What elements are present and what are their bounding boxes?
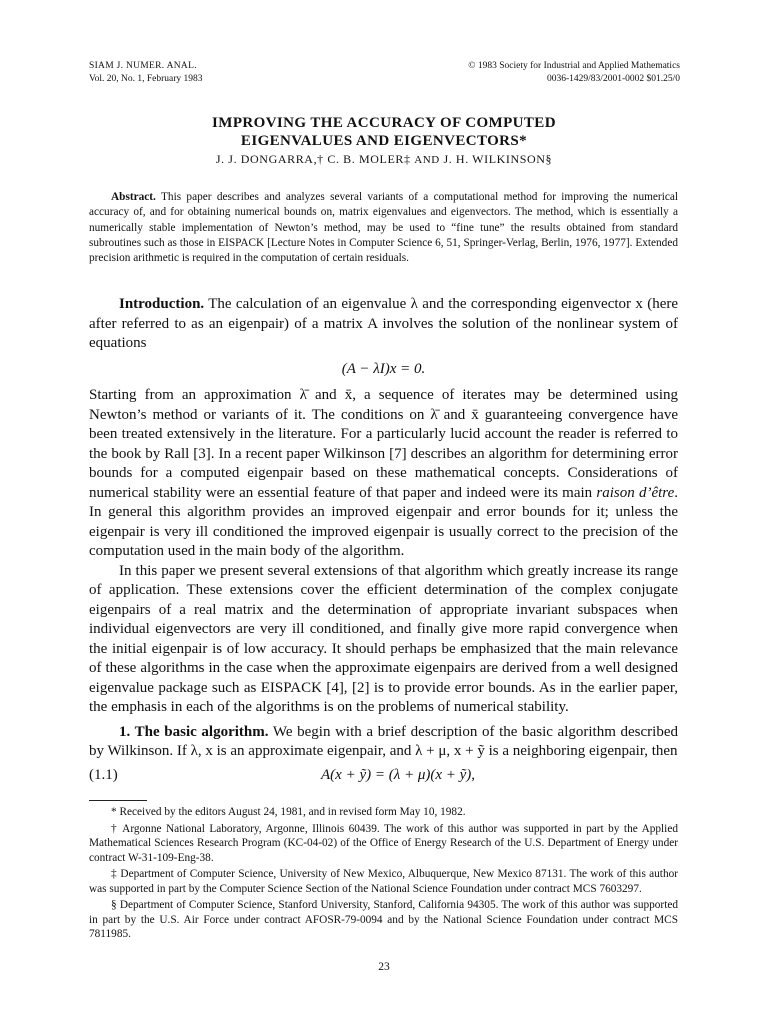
- intro-paragraph-2: [89, 386, 678, 562]
- footnote-moler: ‡ Department of Computer Science, University of New Mexico, Albuquerque, New Mexico 87131. The work of this author was supported in part by the Computer Science Section of the National Science Foundation under contract MCS 7603297.: [89, 868, 678, 895]
- section-1-text: We begin with a brief description of the basic algorithm described by Wilkinson. If λ, x is an approximate eigenpair, and λ + μ, x + ỹ is a neighboring eigenpair, then: [89, 723, 678, 759]
- journal-volume: Vol. 20, No. 1, February 1983: [89, 74, 203, 84]
- equation-eigen-system: (A − λI)x = 0.: [341, 360, 426, 377]
- intro-paragraph-3: In this paper we present several extensions of that algorithm which greatly increase its range of application. These extensions cover the efficient determination of the complex conjugate eigenpairs of a real matrix and the determination of appropriate invariant subspaces when individual eigenvectors are very ill conditioned, and finally give more rapid convergence when the initial eigenpair is of low accuracy. It should perhaps be emphasized that the main relevance of these algorithms in the case when the approximate eigenpairs are derived from a well designed eigenvalue package such as EISPACK [4], [2] is to provide error bounds. As in the earlier paper, the emphasis in each of the algorithms is on the problems of numerical stability.: [89, 562, 678, 715]
- authors-first: J. J. DONGARRA,† C. B. MOLER‡: [215, 152, 411, 166]
- section-1-paragraph: [89, 723, 678, 762]
- abstract-label: Abstract.: [111, 191, 156, 203]
- paper-title: [0, 114, 768, 150]
- footnote-dongarra: † Argonne National Laboratory, Argonne, Illinois 60439. The work of this author was supported in part by the Applied Mathematical Sciences Research Program (KC-04-02) of the Office of Energy Research of the U.S. Department of Energy under contract W-31-109-Eng-38.: [89, 822, 678, 864]
- abstract-text: This paper describes and analyzes several variants of a computational method for improving the numerical accuracy of, and for obtaining numerical bounds on, matrix eigenvalues and eigenvectors. The method, which is essentially a numerically stable implementation of Newton’s method, may be used to “fine tune” the results obtained from standard subroutines such as those in EISPACK [Lecture Notes in Computer Science 6, 51, Springer-Verlag, Berlin, 1976, 1977]. Extended precision arithmetic is required in the computation of certain residuals.: [89, 191, 678, 265]
- journal-header: [89, 60, 203, 86]
- author-list: [0, 152, 768, 167]
- journal-name: SIAM J. NUMER. ANAL.: [89, 61, 197, 71]
- equation-number: (1.1): [89, 766, 118, 783]
- page-number: 23: [378, 961, 390, 973]
- authors-and: AND: [414, 154, 440, 166]
- publication-code: 0036-1429/83/2001-0002 $01.25/0: [547, 74, 680, 84]
- section-1-heading: 1. The basic algorithm.: [119, 723, 269, 740]
- title-line-1: IMPROVING THE ACCURACY OF COMPUTED: [212, 115, 556, 131]
- intro-text-2b: . In general this algorithm provides an improved eigenpair and error bounds for it; unless the eigenpair is very ill conditioned the improved eigenpair is usually correct to the precision of the computation used in the main body of the algorithm.: [89, 484, 678, 559]
- copyright-header: [468, 60, 680, 86]
- intro-paragraph-1: [89, 295, 678, 354]
- abstract: [89, 190, 678, 266]
- authors-last: J. H. WILKINSON§: [443, 152, 553, 166]
- raison-detre: raison d’être: [596, 484, 675, 501]
- equation-1-1-body: A(x + ỹ) = (λ + μ)(x + ỹ),: [321, 766, 476, 783]
- footnote-wilkinson: § Department of Computer Science, Stanford University, Stanford, California 94305. The work of this author was supported in part by the U.S. Air Force under contract AFOSR-79-0094 and by the National Science Foundation under contract MCS 7811985.: [89, 899, 678, 940]
- copyright-line: © 1983 Society for Industrial and Applied Mathematics: [468, 61, 680, 71]
- title-line-2: EIGENVALUES AND EIGENVECTORS*: [240, 133, 528, 149]
- footnote-received: * Received by the editors August 24, 1981, and in revised form May 10, 1982.: [111, 806, 466, 818]
- equation-1-1: [89, 766, 678, 786]
- intro-text-2a: Starting from an approximation λ̄ and x̄, a sequence of iterates may be determined using Newton’s method or variants of it. The conditions on λ̄ and x̄ guaranteeing convergence have been treated extensively in the literature. For a particularly lucid account the reader is referred to the book by Rall [3]. In a recent paper Wilkinson [7] describes an algorithm for determining error bounds for a computed eigenpair based on these mathematical concepts. Considerations of numerical stability were an essential feature of that paper and indeed were its main: [89, 387, 678, 501]
- intro-text-1: The calculation of an eigenvalue λ and the corresponding eigenvector x (here after referred to as an eigenpair) of a matrix A involves the solution of the nonlinear system of equations: [89, 296, 679, 351]
- footnotes: [89, 805, 678, 944]
- main-body: [89, 295, 678, 785]
- intro-heading: Introduction.: [119, 296, 205, 312]
- footnote-rule: [89, 800, 147, 801]
